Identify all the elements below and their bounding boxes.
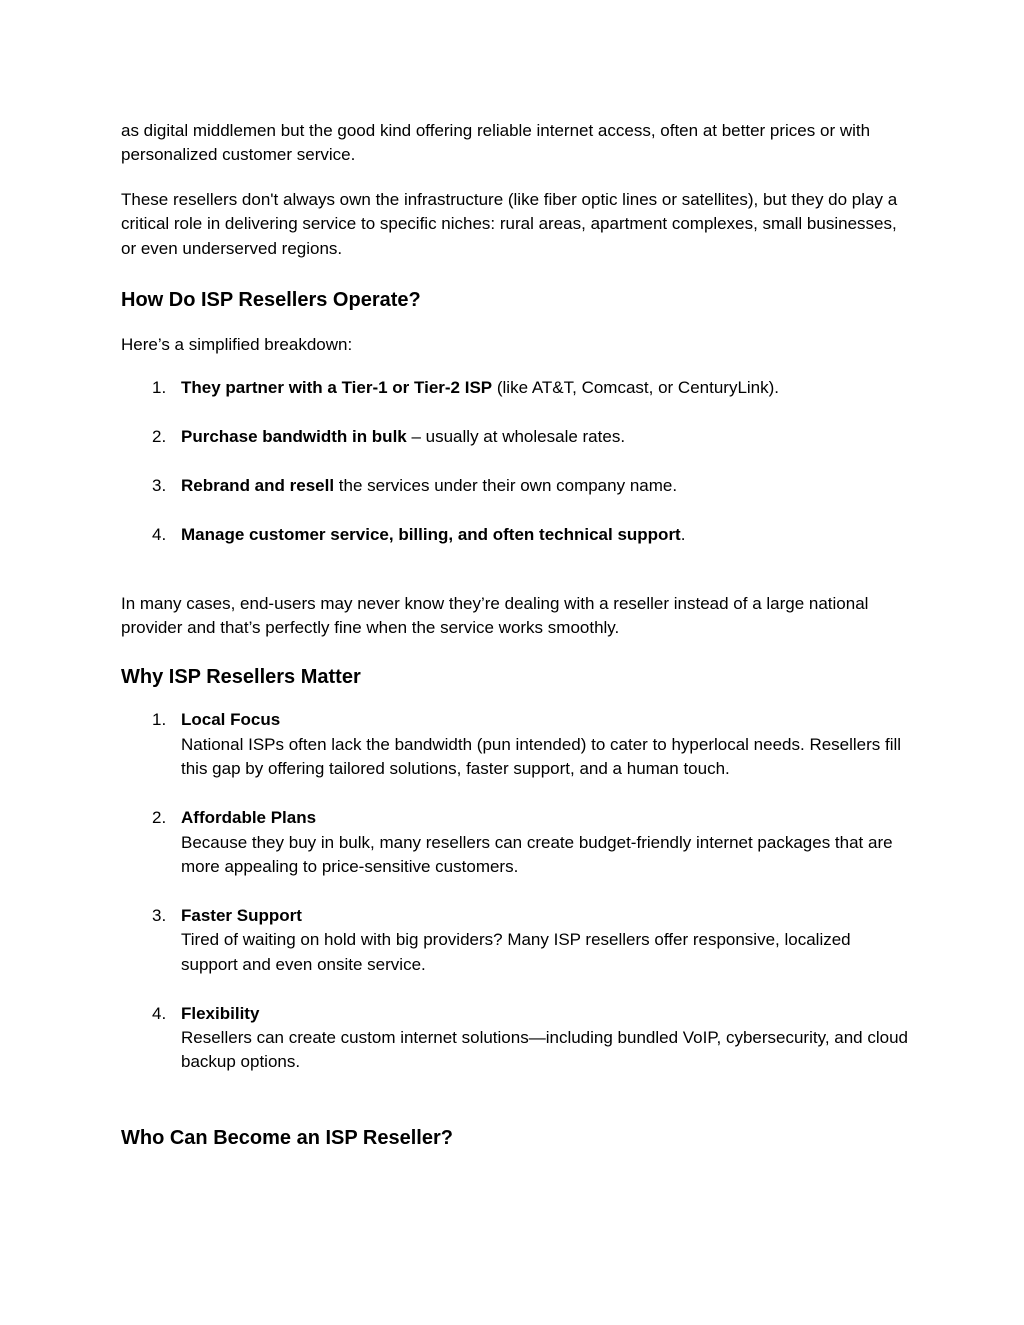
step-text: the services under their own company name.: [334, 476, 678, 496]
spacer: [121, 1075, 911, 1125]
reason-body: Tired of waiting on hold with big providers? Many ISP resellers offer responsive, localized support and even onsite service.: [181, 930, 851, 974]
list-item: [121, 1002, 911, 1075]
paragraph-intro-end: as digital middlemen but the good kind offering reliable internet access, often at better prices or with personalized customer service.: [121, 121, 871, 165]
paragraph-resellers: These resellers don't always own the infrastructure (like fiber optic lines or satellites), but they do play a critical role in delivering service to specific niches: rural areas, apartment complexes, small businesses, or even underserved regions.: [121, 189, 898, 258]
reasons-list: [121, 708, 911, 1074]
list-item: [121, 425, 911, 449]
list-number: 2.: [152, 808, 167, 828]
list-item: [121, 474, 911, 498]
step-text: .: [680, 525, 686, 545]
document-page: [121, 119, 911, 1151]
spacer: [121, 548, 911, 592]
step-bold-text: Manage customer service, billing, and often technical support: [181, 525, 681, 545]
list-number: 3.: [152, 476, 167, 496]
list-number: 4.: [152, 525, 167, 545]
list-item: [121, 523, 911, 547]
steps-list: [121, 376, 911, 547]
list-item: [121, 708, 911, 781]
breakdown-intro: Here’s a simplified breakdown:: [121, 335, 353, 355]
reason-body: Resellers can create custom internet solutions—including bundled VoIP, cybersecurity, and cloud backup options.: [181, 1027, 908, 1072]
list-number: 2.: [152, 427, 167, 447]
step-bold-text: Rebrand and resell: [181, 476, 335, 496]
paragraph-end-users: In many cases, end-users may never know they’re dealing with a reseller instead of a large national provider and that’s perfectly fine when the service works smoothly.: [121, 593, 869, 637]
reason-body: National ISPs often lack the bandwidth (pun intended) to cater to hyperlocal needs. Resellers fill this gap by offering tailored solutions, faster support, and a human touch.: [181, 734, 902, 779]
heading-how-operate: How Do ISP Resellers Operate?: [121, 289, 421, 312]
list-item: [121, 376, 911, 400]
list-number: 1.: [152, 710, 167, 730]
heading-why-matter: Why ISP Resellers Matter: [121, 666, 361, 689]
reason-title: Flexibility: [181, 1003, 260, 1023]
list-item: [121, 806, 911, 879]
step-bold-text: They partner with a Tier-1 or Tier-2 ISP: [181, 378, 493, 398]
list-item: [121, 904, 911, 977]
heading-who-become: Who Can Become an ISP Reseller?: [121, 1126, 453, 1149]
reason-title: Affordable Plans: [181, 808, 317, 828]
step-bold-text: Purchase bandwidth in bulk: [181, 427, 407, 447]
step-text: – usually at wholesale rates.: [406, 427, 626, 447]
list-number: 4.: [152, 1003, 167, 1023]
reason-title: Local Focus: [181, 710, 281, 730]
reason-title: Faster Support: [181, 905, 302, 925]
step-text: (like AT&T, Comcast, or CenturyLink).: [492, 378, 780, 398]
reason-body: Because they buy in bulk, many resellers can create budget-friendly internet packages that are more appealing to price-sensitive customers.: [181, 832, 893, 876]
list-number: 1.: [152, 378, 167, 398]
list-number: 3.: [152, 905, 167, 925]
